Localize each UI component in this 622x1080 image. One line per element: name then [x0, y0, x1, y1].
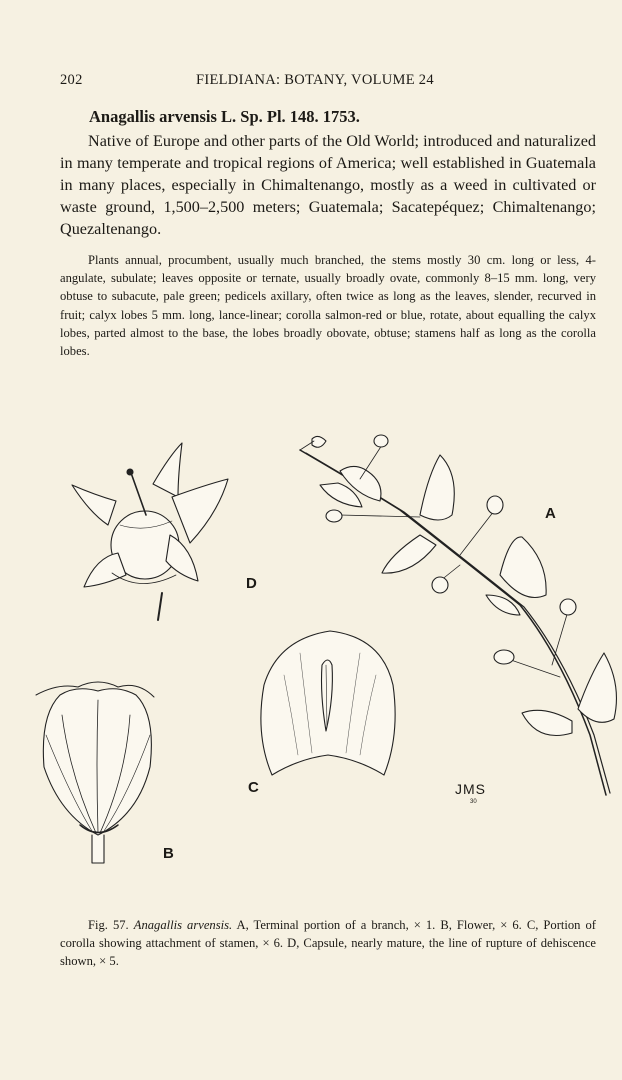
caption-species-name: Anagallis arvensis.	[133, 918, 233, 932]
page-header	[60, 72, 567, 92]
caption-fig-label: Fig. 57.	[88, 918, 129, 932]
artist-signature: JMS	[455, 781, 486, 797]
botanical-illustration	[0, 415, 622, 900]
description-paragraph: Plants annual, procumbent, usually much branched, the stems mostly 30 cm. long or less, 4-angulate, subulate; leaves opposite or ternate, usually broadly ovate, commonly 8–15 mm. long, very obtuse to subacute, pale green; pedicels axillary, often twice as long as the leaves, slender, recurved in fruit; calyx lobes 5 mm. long, lance-linear; corolla salmon-red or blue, rotate, about equalling the calyx lobes, parted almost to the base, the lobes broadly obovate, obtuse; stamens half as long as the corolla lobes.	[60, 253, 596, 359]
caption-text: A, Terminal portion of a branch, × 1. B, Flower, × 6. C, Portion of corolla showing attachment of stamen, × 6. D, Capsule, nearly mature, the line of rupture of dehiscence shown, × 5.	[60, 918, 596, 968]
distribution-paragraph: Native of Europe and other parts of the Old World; introduced and naturalized in many temperate and tropical regions of America; well established in Guatemala in many places, especially in Chimaltenango, mostly as a weed in cultivated or waste ground, 1,500–2,500 meters; Guatemala; Sacatepéquez; Chimaltenango; Quezaltenango.	[60, 132, 596, 238]
figure-label-c: C	[248, 779, 259, 796]
figure-label-d: D	[246, 575, 257, 592]
running-title: FIELDIANA: BOTANY, VOLUME 24	[196, 72, 434, 88]
figure-label-a: A	[545, 505, 556, 522]
page-number: 202	[60, 72, 83, 88]
flower-drawing-b	[36, 682, 154, 863]
species-heading: Anagallis arvensis L. Sp. Pl. 148. 1753.	[89, 107, 360, 126]
corolla-lobe-drawing-c	[261, 631, 395, 775]
figure-caption	[60, 916, 596, 970]
artist-signature-number: 30	[470, 799, 477, 805]
figure-label-b: B	[163, 845, 174, 862]
capsule-drawing-d	[72, 443, 228, 620]
